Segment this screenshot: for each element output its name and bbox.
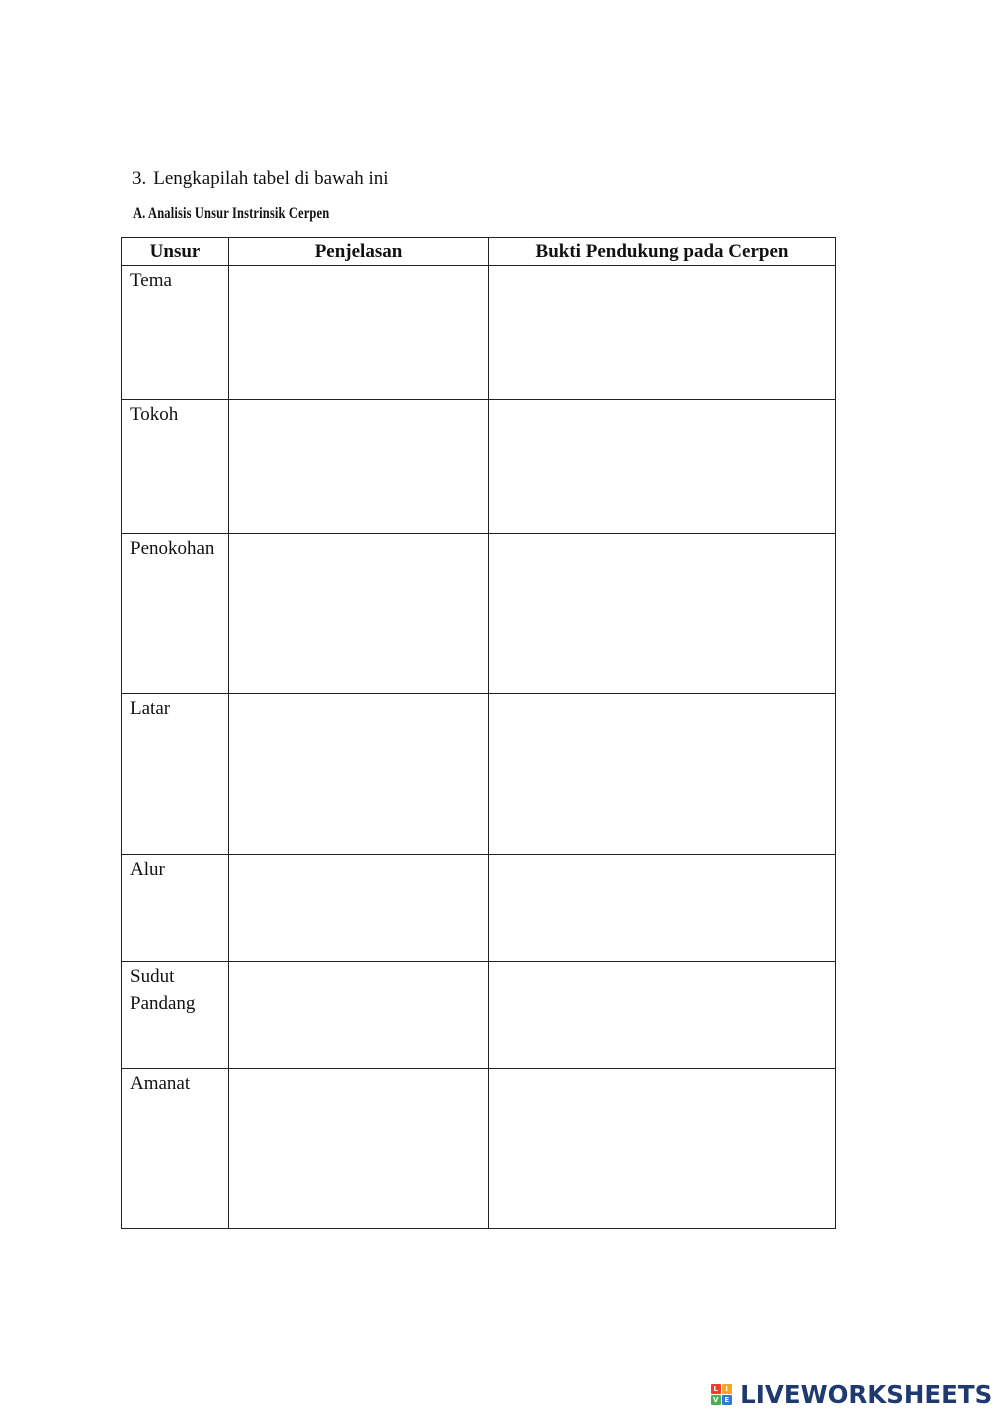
answer-cell-penjelasan-sudut-pandang[interactable] bbox=[229, 962, 489, 1069]
header-unsur: Unsur bbox=[122, 238, 229, 266]
row-label-amanat: Amanat bbox=[122, 1069, 229, 1229]
answer-cell-bukti-tema[interactable] bbox=[489, 266, 836, 400]
row-label-tokoh: Tokoh bbox=[122, 400, 229, 534]
header-penjelasan: Penjelasan bbox=[229, 238, 489, 266]
analysis-table bbox=[121, 237, 836, 1229]
header-bukti: Bukti Pendukung pada Cerpen bbox=[489, 238, 836, 266]
table-row bbox=[122, 855, 836, 962]
answer-cell-bukti-tokoh[interactable] bbox=[489, 400, 836, 534]
answer-cell-penjelasan-latar[interactable] bbox=[229, 694, 489, 855]
section-subtitle: A. Analisis Unsur Instrinsik Cerpen bbox=[133, 205, 330, 222]
answer-cell-bukti-sudut-pandang[interactable] bbox=[489, 962, 836, 1069]
answer-cell-penjelasan-alur[interactable] bbox=[229, 855, 489, 962]
logo-text: LIVEWORKSHEETS bbox=[739, 1380, 992, 1409]
table-row bbox=[122, 1069, 836, 1229]
instruction-text: Lengkapilah tabel di bawah ini bbox=[153, 168, 389, 189]
instruction bbox=[132, 168, 389, 190]
logo-mark-letter: L bbox=[711, 1384, 721, 1394]
row-label-tema: Tema bbox=[122, 266, 229, 400]
answer-cell-penjelasan-tema[interactable] bbox=[229, 266, 489, 400]
logo-mark-letter: I bbox=[722, 1384, 732, 1394]
row-label-latar: Latar bbox=[122, 694, 229, 855]
table-row bbox=[122, 694, 836, 855]
row-label-penokohan: Penokohan bbox=[122, 534, 229, 694]
answer-cell-penjelasan-amanat[interactable] bbox=[229, 1069, 489, 1229]
table-row bbox=[122, 534, 836, 694]
answer-cell-bukti-latar[interactable] bbox=[489, 694, 836, 855]
answer-cell-penjelasan-penokohan[interactable] bbox=[229, 534, 489, 694]
row-label-alur: Alur bbox=[122, 855, 229, 962]
table-header-row bbox=[122, 238, 836, 266]
row-label-sudut-pandang: Sudut Pandang bbox=[122, 962, 229, 1069]
logo-mark-letter: V bbox=[711, 1395, 721, 1405]
table-row bbox=[122, 962, 836, 1069]
answer-cell-bukti-alur[interactable] bbox=[489, 855, 836, 962]
answer-cell-penjelasan-tokoh[interactable] bbox=[229, 400, 489, 534]
liveworksheets-logo bbox=[711, 1380, 992, 1409]
answer-cell-bukti-penokohan[interactable] bbox=[489, 534, 836, 694]
answer-cell-bukti-amanat[interactable] bbox=[489, 1069, 836, 1229]
table-row bbox=[122, 266, 836, 400]
instruction-number: 3. bbox=[132, 168, 147, 189]
logo-mark-icon bbox=[711, 1384, 732, 1405]
table-row bbox=[122, 400, 836, 534]
logo-mark-letter: E bbox=[722, 1395, 732, 1405]
